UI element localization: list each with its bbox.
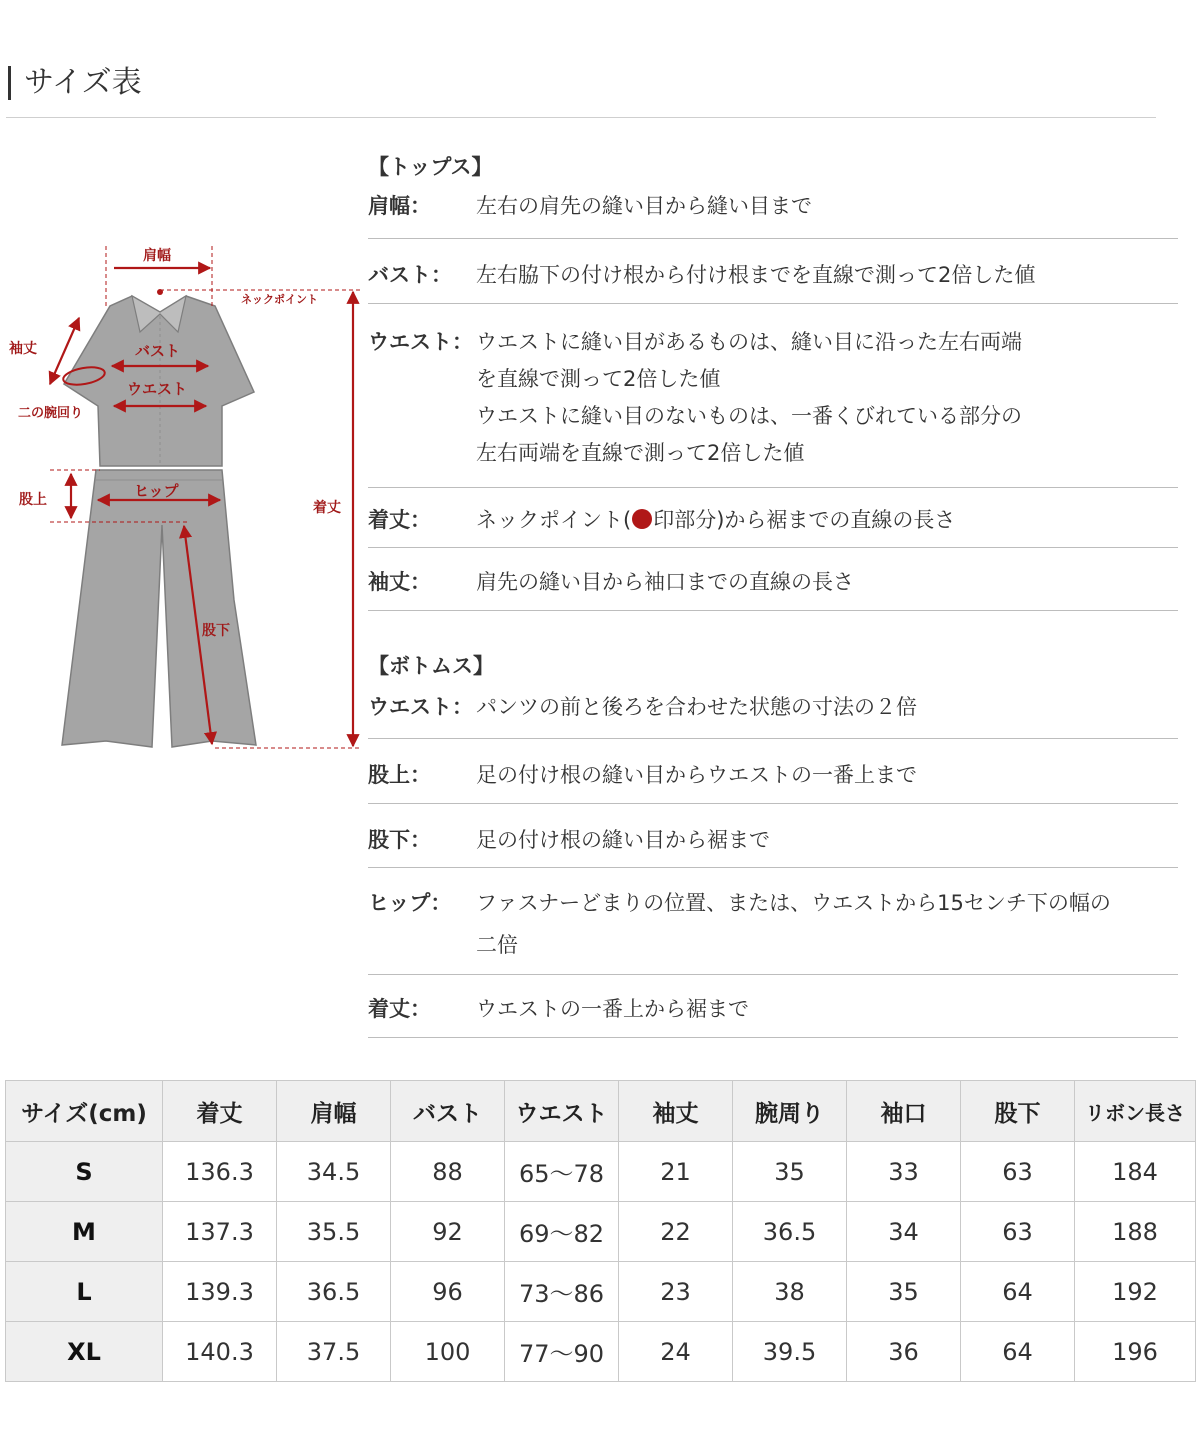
table-cell: 21	[619, 1142, 733, 1202]
def-label: バスト：	[368, 263, 452, 287]
def-label: 股上：	[368, 763, 431, 787]
label-matagami: 股上	[19, 492, 47, 508]
def-row-sodetake	[368, 548, 1178, 611]
table-cell: 136.3	[163, 1142, 277, 1202]
size-label: XL	[6, 1322, 163, 1382]
size-label: L	[6, 1262, 163, 1322]
def-row-waist	[368, 304, 1178, 488]
table-cell: 137.3	[163, 1202, 277, 1262]
table-cell: 92	[391, 1202, 505, 1262]
label-hip: ヒップ	[134, 482, 179, 500]
table-cell: 33	[847, 1142, 961, 1202]
table-cell: 35.5	[277, 1202, 391, 1262]
table-cell: 36.5	[277, 1262, 391, 1322]
table-cell: 38	[733, 1262, 847, 1322]
table-cell: 34.5	[277, 1142, 391, 1202]
def-text: 左右の肩先の縫い目から縫い目まで	[476, 194, 812, 218]
table-cell: 96	[391, 1262, 505, 1322]
table-cell: 35	[733, 1142, 847, 1202]
column-header: 股下	[961, 1081, 1075, 1142]
table-cell: 196	[1075, 1322, 1196, 1382]
label-ninoude: 二の腕回り	[18, 406, 84, 421]
table-cell: 192	[1075, 1262, 1196, 1322]
table-cell: 73～86	[505, 1262, 619, 1322]
def-text: ネックポイント(	[476, 508, 632, 532]
def-text: 左右両端を直線で測って2倍した値	[476, 441, 805, 465]
def-row-kitake	[368, 488, 1178, 548]
label-waist: ウエスト	[127, 380, 188, 398]
def-row-matashita	[368, 804, 1178, 868]
def-label: 袖丈：	[368, 570, 431, 594]
label-kitake: 着丈	[313, 500, 341, 516]
table-cell: 188	[1075, 1202, 1196, 1262]
table-cell: 140.3	[163, 1322, 277, 1382]
def-row-matagami	[368, 739, 1178, 804]
table-header-row	[6, 1081, 1196, 1142]
def-label: 肩幅：	[368, 194, 431, 218]
def-text: パンツの前と後ろを合わせた状態の寸法の２倍	[476, 695, 917, 719]
label-katahaba: 肩幅	[143, 248, 171, 264]
page-header	[6, 62, 1156, 118]
table-cell: 100	[391, 1322, 505, 1382]
bottoms-heading: 【ボトムス】	[368, 654, 494, 678]
def-text: ウエストに縫い目があるものは、縫い目に沿った左右両端	[476, 330, 1022, 354]
size-label: M	[6, 1202, 163, 1262]
def-label: ヒップ：	[368, 891, 452, 915]
column-header: 袖口	[847, 1081, 961, 1142]
label-matashita: 股下	[202, 623, 230, 639]
table-cell: 23	[619, 1262, 733, 1322]
def-text: 印部分)から裾までの直線の長さ	[653, 508, 956, 532]
def-row-katahaba	[368, 184, 1178, 239]
table-cell: 34	[847, 1202, 961, 1262]
table-cell: 65～78	[505, 1142, 619, 1202]
table-cell: 88	[391, 1142, 505, 1202]
def-text: ファスナーどまりの位置、または、ウエストから15センチ下の幅の	[476, 891, 1111, 915]
measurement-diagram	[0, 235, 365, 760]
def-text: ウエストに縫い目のないものは、一番くびれている部分の	[476, 404, 1022, 428]
table-cell: 77～90	[505, 1322, 619, 1382]
def-text: 二倍	[476, 933, 518, 957]
label-neck-point: ネックポイント	[241, 293, 318, 306]
table-cell: 24	[619, 1322, 733, 1382]
page-title: サイズ表	[24, 65, 142, 100]
table-cell: 39.5	[733, 1322, 847, 1382]
size-table	[5, 1080, 1196, 1382]
table-cell: 64	[961, 1262, 1075, 1322]
def-text: 左右脇下の付け根から付け根までを直線で測って2倍した値	[476, 263, 1036, 287]
measurement-definitions	[368, 150, 1178, 1038]
neck-point-dot-icon	[632, 509, 652, 529]
def-text: 足の付け根の縫い目からウエストの一番上まで	[476, 763, 917, 787]
def-text: ウエストの一番上から裾まで	[476, 997, 749, 1021]
def-row-bottom-waist	[368, 683, 1178, 739]
label-bust: バスト	[135, 342, 181, 360]
column-header: 肩幅	[277, 1081, 391, 1142]
table-cell: 139.3	[163, 1262, 277, 1322]
column-header: バスト	[391, 1081, 505, 1142]
garment-illustration	[0, 235, 365, 760]
def-label: 着丈：	[368, 508, 431, 532]
def-text: 足の付け根の縫い目から裾まで	[476, 828, 770, 852]
column-header: 着丈	[163, 1081, 277, 1142]
table-cell: 63	[961, 1142, 1075, 1202]
column-header: 袖丈	[619, 1081, 733, 1142]
size-label: S	[6, 1142, 163, 1202]
def-row-bottom-kitake	[368, 975, 1178, 1038]
table-cell: 36	[847, 1322, 961, 1382]
table-row	[6, 1202, 1196, 1262]
tops-heading: 【トップス】	[368, 155, 493, 179]
def-label: ウエスト：	[368, 695, 473, 719]
def-row-bust	[368, 239, 1178, 304]
label-sodetake: 袖丈	[9, 341, 37, 357]
table-cell: 63	[961, 1202, 1075, 1262]
title-accent-bar	[8, 66, 11, 100]
table-cell: 36.5	[733, 1202, 847, 1262]
neck-point-dot	[157, 289, 163, 295]
table-cell: 69～82	[505, 1202, 619, 1262]
column-header: ウエスト	[505, 1081, 619, 1142]
table-cell: 37.5	[277, 1322, 391, 1382]
def-row-hip	[368, 868, 1178, 975]
pants-shape	[62, 470, 256, 747]
table-cell: 22	[619, 1202, 733, 1262]
def-label: 着丈：	[368, 997, 431, 1021]
def-text: を直線で測って2倍した値	[476, 367, 721, 391]
column-header: サイズ(cm)	[6, 1081, 163, 1142]
table-row	[6, 1262, 1196, 1322]
table-cell: 184	[1075, 1142, 1196, 1202]
def-label: ウエスト：	[368, 330, 473, 354]
table-row	[6, 1142, 1196, 1202]
def-text: 肩先の縫い目から袖口までの直線の長さ	[476, 570, 854, 594]
column-header: 腕周り	[733, 1081, 847, 1142]
table-cell: 35	[847, 1262, 961, 1322]
def-label: 股下：	[368, 828, 431, 852]
table-row	[6, 1322, 1196, 1382]
table-cell: 64	[961, 1322, 1075, 1382]
column-header: リボン長さ	[1075, 1081, 1196, 1142]
